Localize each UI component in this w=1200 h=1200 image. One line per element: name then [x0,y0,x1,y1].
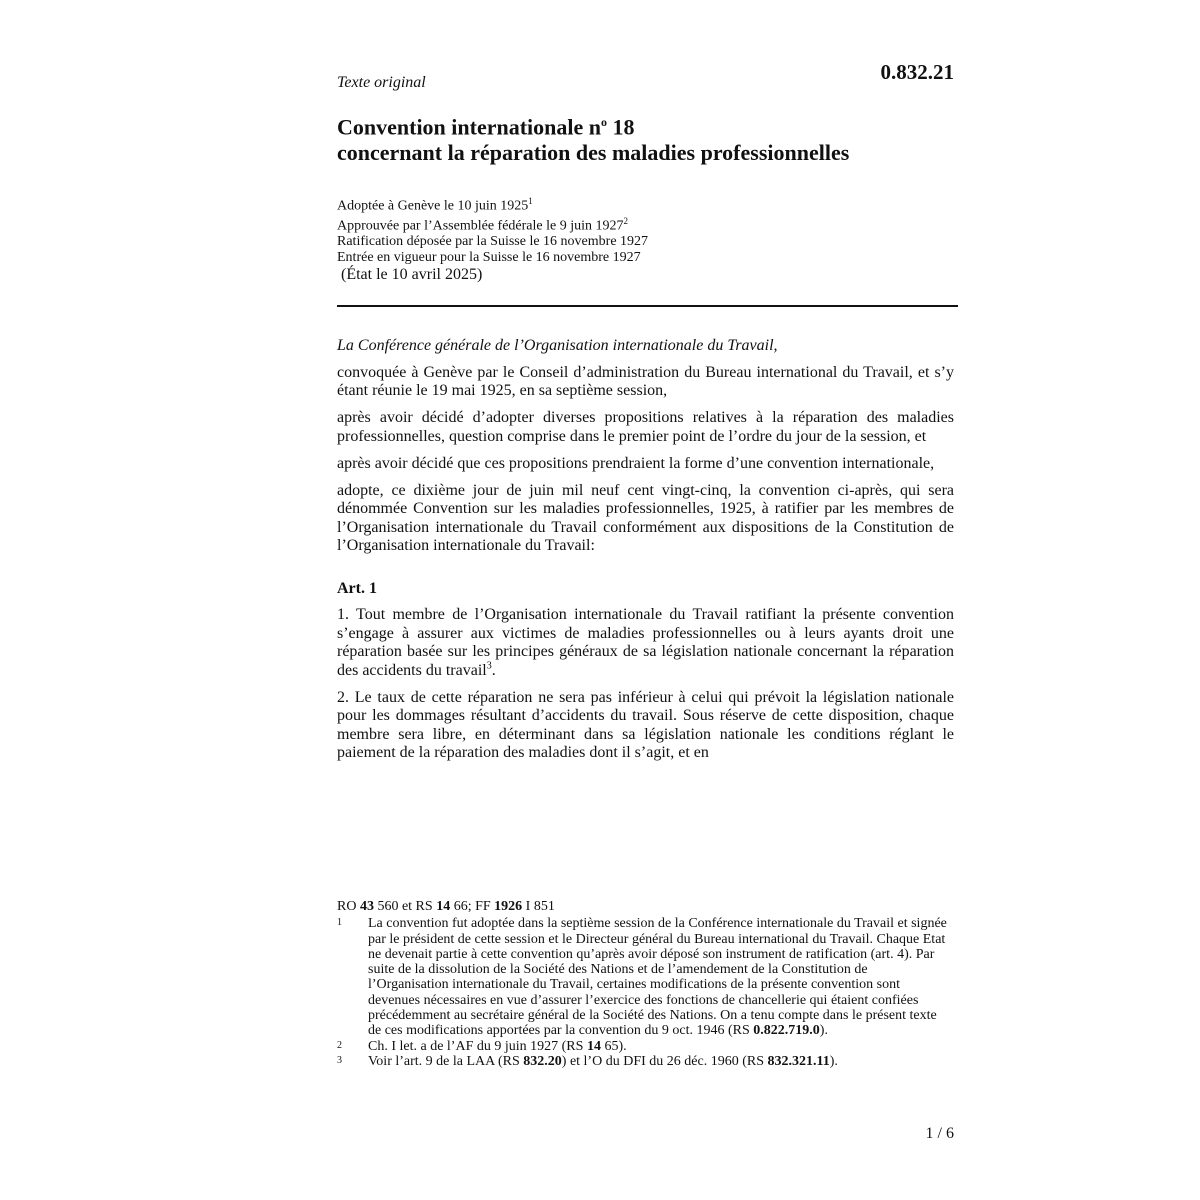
footnote-text: La convention fut adoptée dans la septième session de la Conférence internationale du Travail et signée par le président de cette session et le Directeur général du Bureau international du Travail. Chaque Etat ne devenait partie à cette convention qu’après avoir déposé son instrument de ratification (art. 4). Par suite de la dissolution de la Société des Nations et de l’amendement de la Constitution de l’Organisation internationale du Travail, certaines modifications de la présente convention sont devenues nécessaires en vue d’assurer l’exercice des fonctions de chancellerie qui étaient confiées précédemment au secrétaire général de la Société des Nations. On a tenu compte dans le présent texte de ces modifications apportées par la convention du 9 oct. 1946 (RS 0.822.719.0). [368,916,947,1039]
sr-link[interactable]: 832.20 [523,1053,562,1069]
footnote-number: 2 [337,1039,342,1051]
footnote-ref-3[interactable]: 3 [486,660,492,672]
footnote-1 [337,916,958,1038]
original-text-label: Texte original [337,74,426,91]
meta-entry: Entrée en vigueur pour la Suisse le 16 novembre 1927 [337,249,641,265]
footnote-2 [337,1039,958,1054]
document-title [337,109,958,166]
preamble-paragraph: adopte, ce dixième jour de juin mil neuf cent vingt-cinq, la convention ci-après, qui sera dénommée Convention sur les maladies professionnelles, 1925, à ratifier par les membres de l’Organisation internationale du Travail conformément aux dispositions de la Constitution de l’Organisation internationale du Travail: [337,481,954,554]
source-reference: RO 43 560 et RS 14 66; FF 1926 I 851 [337,899,555,914]
meta-ratification: Ratification déposée par la Suisse le 16 novembre 1927 [337,234,649,250]
title-sup: o [601,115,608,129]
sr-link[interactable]: 832.321.11 [767,1053,830,1069]
footnote-text: Voir l’art. 9 de la LAA (RS 832.20) et l’O du DFI du 26 déc. 1960 (RS 832.321.11). [368,1053,838,1069]
document-body [337,337,954,771]
document-page [337,0,958,1200]
sr-link[interactable]: 0.822.719.0 [753,1023,820,1039]
footnote-number: 3 [337,1054,342,1066]
title-line2: concernant la réparation des maladies professionnelles [337,140,850,166]
title-part1: Convention internationale n [337,114,602,140]
sr-link[interactable]: 14 [586,1038,601,1054]
article-paragraph: 2. Le taux de cette réparation ne sera pas inférieur à celui qui prévoit la législation nationale pour les dommages résultant d’accidents du travail. Sous réserve de cette disposition, chaque membre sera libre, en déterminant dans sa législation nationale les conditions réglant le paiement de la réparation des maladies dont il s’agit, et en [337,688,954,761]
footnote-ref-2[interactable]: 2 [623,216,629,227]
meta-approved: Approuvée par l’Assemblée fédérale le 9 juin 1927$^2$ [337,216,629,234]
header-divider [337,305,958,307]
footnotes [337,899,958,1069]
status-date: (État le 10 avril 2025) [341,266,483,283]
adoption-metadata [337,194,648,265]
footnote-number: 1 [337,917,342,929]
page-number: 1 / 6 [925,1125,954,1142]
title-part2: 18 [607,114,635,140]
article-paragraph: 1. Tout membre de l’Organisation internationale du Travail ratifiant la présente convention s’engage à assurer aux victimes de maladies professionnelles ou à leurs ayants droit une réparation basée sur les principes généraux de sa législation nationale concernant la réparation des accidents du travail$^3$. [337,606,954,679]
footnote-text: Ch. I let. a de l’AF du 9 juin 1927 (RS 14 65). [368,1038,627,1054]
article-heading: Art. 1 [337,579,377,597]
preamble-paragraph: après avoir décidé que ces propositions prendraient la forme d’une convention internationale, [337,454,935,472]
meta-adopted: Adoptée à Genève le 10 juin 1925$^1$ [337,196,533,214]
document-number: 0.832.21 [880,60,954,84]
preamble-title: La Conférence générale de l’Organisation internationale du Travail, [337,337,778,354]
preamble-paragraph: convoquée à Genève par le Conseil d’administration du Bureau international du Travail, et s’y étant réunie le 19 mai 1925, en sa septième session, [337,363,954,399]
footnote-3 [337,1054,958,1069]
footnote-ref-1[interactable]: 1 [528,196,533,206]
preamble-paragraph: après avoir décidé d’adopter diverses propositions relatives à la réparation des maladies professionnelles, question comprise dans le premier point de l’ordre du jour de la session, et [337,409,954,445]
